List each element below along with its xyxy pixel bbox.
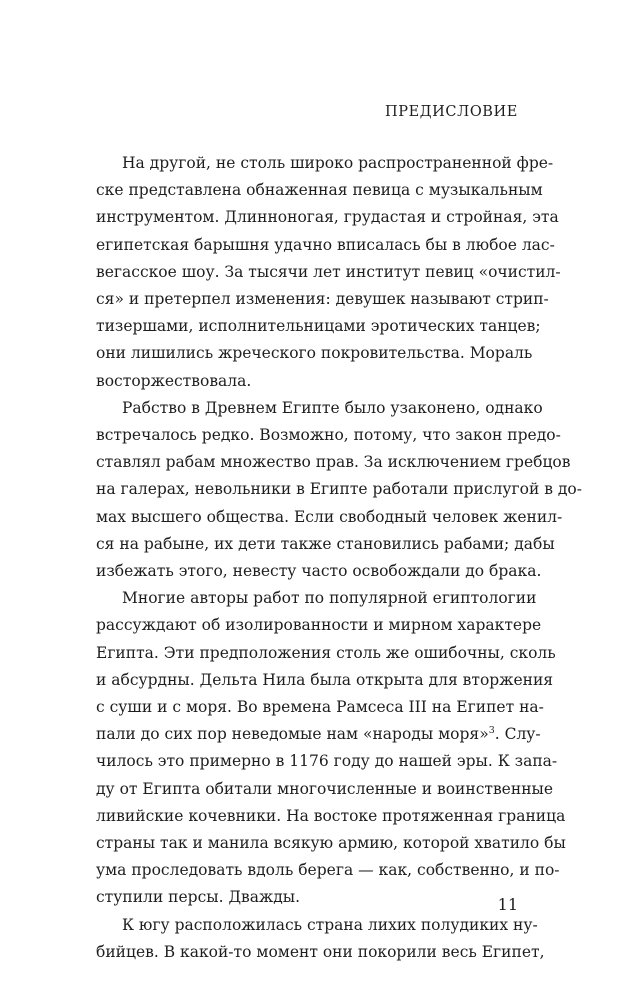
text-line: На другой, не столь широко распространенной фре- [122,154,554,172]
text-line: на галерах, невольники в Египте работали прислугой в до- [96,480,582,499]
text-line: чилось это примерно в 1176 году до нашей эры. К запа- [96,752,558,771]
text-line: Многие авторы работ по популярной египтологии [122,589,537,608]
body-text [96,150,582,966]
page-number: 11 [497,895,518,914]
text-line: встречалось редко. Возможно, потому, что закон предо- [96,426,561,445]
text-line: избежать этого, невесту часто освобождали до брака. [96,562,542,581]
text-line: Рабство в Древнем Египте было узаконено, однако [122,398,543,417]
paragraph-1 [96,150,561,395]
text-line: Египта. Эти предположения столь же ошибочны, сколь [96,643,556,662]
text-line: египетская барышня удачно вписалась бы в любое лас- [96,235,555,254]
text-line: рассуждают об изолированности и мирном характере [96,616,542,635]
text-line: ума проследовать вдоль берега — как, собственно, и по- [96,861,560,880]
text-line: ступили персы. Дважды. [96,888,301,907]
text-line: восторжествовала. [96,371,252,390]
text-line: ливийские кочевники. На востоке протяженная граница [96,806,566,825]
paragraph-3 [96,585,566,911]
text-line: ся на рабыне, их дети также становились рабами; дабы [96,534,555,553]
paragraph-4 [96,912,545,966]
text-line: ду от Египта обитали многочисленные и воинственные [96,779,554,798]
footnote-marker[interactable]: 3 [488,725,495,737]
text-line: ся» и претерпел изменения: девушек называют стрип- [96,290,549,309]
line-text: пали до сих пор неведомые нам «народы моря» [96,725,489,744]
text-line-with-footnote [96,721,541,748]
text-line: страны так и манила всякую армию, которой хватило бы [96,834,566,853]
text-line: мах высшего общества. Если свободный человек женил- [96,507,563,526]
text-line: они лишились жреческого покровительства. Мораль [96,344,533,363]
text-line: с суши и с моря. Во времена Рамсеса III на Египет на- [96,698,544,717]
text-line: ске представлена обнаженная певица с музыкальным [96,181,543,200]
paragraph-2 [96,395,582,585]
text-line: инструментом. Длинноногая, грудастая и стройная, эта [96,208,559,227]
text-line: ставлял рабам множество прав. За исключением гребцов [96,453,571,472]
text-line: вегасское шоу. За тысячи лет институт певиц «очистил- [96,262,561,281]
text-line: и абсурдны. Дельта Нила была открыта для вторжения [96,670,554,689]
text-line: К югу расположилась страна лихих полудиких ну- [122,915,538,934]
running-head: ПРЕДИСЛОВИЕ [385,104,518,120]
text-line: бийцев. В какой-то момент они покорили весь Египет, [96,942,545,961]
text-line: тизершами, исполнительницами эротических танцев; [96,317,541,336]
line-text-tail: . Слу- [494,725,541,744]
